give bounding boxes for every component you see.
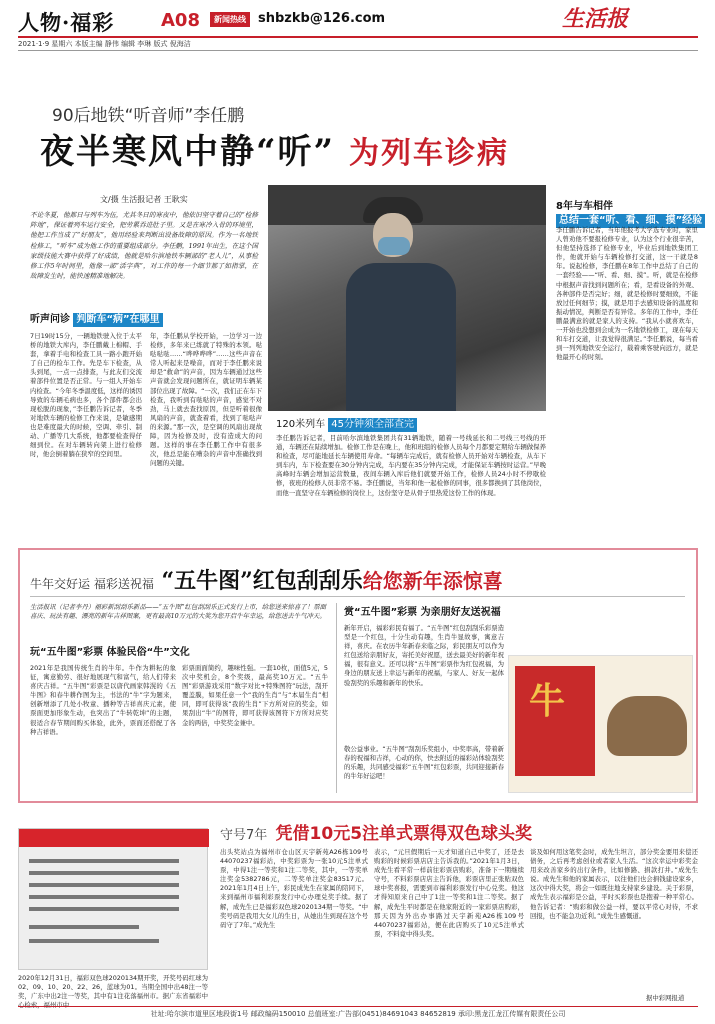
story-headline: [40, 128, 509, 176]
lottery-headline-prefix: 守号7年: [220, 828, 268, 843]
ad-right-col: 新年开启，福彩彩民有福了。“五牛图”红包刮刮乐彩票造型是一个红包，十分生动有趣，生肖牛显故事，寓意吉祥，喜庆。在农历牛年新春来临之际，彩民朋友可以作为红包送给亲朋好友，寄托美好祝愿，送去最美好的新年祝福，很有意义。还可以将“五牛图”彩票作为红包祝福，为身边的朋友送上幸运与新年的祝福，与家人、好友一起体验刮奖的乐趣和新年的快乐。: [344, 624, 504, 687]
ad-title: [30, 566, 503, 597]
lottery-col-3: 谈及如何用这笔奖金时，成先生坦言，部分奖金要用来偿还债务，之后再考虑创业或者家人生活。“这次幸运中彩奖金用来改善家乡的出行条件，比如修路、捐款打井。”成先生说。成先生和他的家属表示，以往他们也会捐钱建设家乡，这次中得大奖，将会一如既往地支持家乡建设。关于彩票，成先生表示福彩是公益，平时买彩票也是抱着一种平常心。他告诉记者：“购彩和做公益一样，要以平常心对待，不求回报，也不能急功近利。”成先生感慨道。: [530, 848, 698, 920]
subhead-2: [556, 200, 705, 228]
lottery-ticket-photo: [18, 828, 208, 970]
page-number: A08: [161, 10, 200, 31]
headline-red: 为列车诊病: [348, 136, 509, 171]
lottery-headline: [220, 822, 532, 846]
newspaper-logo: 生活报: [562, 6, 629, 32]
ad-col-divider: [336, 603, 337, 793]
caption-tag: 45分钟须全部查完: [328, 418, 417, 432]
subhead-1-tag: 判断车“病”在哪里: [73, 313, 162, 327]
ad-title-red: 给您新年添惊喜: [362, 569, 503, 593]
ad-divider: [30, 596, 685, 597]
story-col-3: 李任鹏告诉记者，目前哈尔滨地铁集团共有31辆地铁，随着一号线延长和二号线三号线的开通，车辆还在陆续增加。检修工作是在晚上，他和班组的检修人员每个月都要定期给车辆做保养和检查，尽可能地延长车辆使用寿命。“每辆车完成后，就有检修人员开始对车辆检查，从车下到车内，车下检查要在30分钟内完成，车内要在35分钟内完成，才能保证车辆按时运营。”早晚高峰时车辆会增加运营数量，夜间车辆入库后他们就要开始工作，检修人员24小时不停歇检修，夜班的检修人员非常不易。李任鹏说，当年和他一起检修的同事，很多都换到了其他岗位，而他一直坚守在车辆检修的岗位上，这份坚守是从骨子里热爱这份工作的体现。: [276, 434, 546, 497]
footer-info: 社址:哈尔滨市道里区地段街1号 邮政编码150010 总值班室:广告部(0451)84691043 84652819 承印:黑龙江龙江传媒有限责任公司: [150, 1010, 566, 1018]
section-title: 人物·福彩: [18, 10, 115, 35]
date-line: 2021·1·9 星期六 本版主编 静伟 编辑 李琳 版式 倪海洁: [18, 40, 191, 48]
ad-lead: 生活报讯（记者李丹）福彩新刮刮乐新品——“五牛图”红包刮刮乐正式发行上市，给您送来惊喜了！票面喜庆、玩法有趣、漂亮的新年吉祥图案，更有最高10万元的大奖为您开启牛年幸运，给您送去牛气冲天。: [30, 603, 326, 621]
ad-right-subhead: 赏“五牛图”彩票 为亲朋好友送祝福: [344, 607, 501, 618]
ad-right-end: 敬公益事业。“五牛图”刮刮乐奖组小，中奖率高，带着新春的祝福和吉祥，心动的你，快去附近的福彩站体验刮奖的乐趣，共同感受福彩“五牛图”红包彩票，共同迎接新春的牛年好运吧！: [344, 745, 504, 781]
subhead-1: [30, 313, 163, 327]
lottery-headline-main: 凭借10元5注单式票得双色球头奖: [275, 824, 533, 844]
caption-label: 120米列车: [276, 419, 326, 430]
lottery-ticket-image: [508, 655, 693, 793]
lottery-col-1: 出头奖站点为福州市仓山区天宇新苑A26栋109号44070237福彩站，中奖彩票为一张10元5注单式票，中得1注一等奖和1注二等奖，其中，一等奖单注奖金5382786元，二等奖单注奖金83517元。2021年1月4日上午，彩民成先生在家属的陪同下，来到福州市福利彩票发行中心办理兑奖手续。据了解，成先生已是福彩双色球2020134期一等奖。“中奖号码是我用大女儿的生日，从她出生到现在这个号码守了7年。”成先生: [220, 848, 368, 929]
ad-title-main: “五牛图”红包刮刮乐: [161, 568, 363, 594]
ad-left-subhead: 玩“五牛图”彩票 体验民俗“牛”文化: [30, 647, 190, 658]
header-rule-thin: [18, 50, 698, 51]
byline: 文/摄 生活报记者 王耿实: [100, 195, 188, 204]
lottery-col-2: 表示，“元旦假期后一天才知道自己中奖了，还是去购彩的时候彩票店店主告诉我的。”2021年1月3日，成先生看平常一样前往彩票店购彩，准备下一期继续守号，不料彩票店店主告诉他，彩票店里正张贴双色球中奖喜报，需要到市福利彩票发行中心兑奖。他这才得知原来自己中了1注一等奖和1注二等奖。据了解，成先生平时都是在他家附近的一家彩票店购彩，那天因为外出办事路过天宇新苑A26栋109号44070237福彩站，便在此店购买了10元5注单式票，不料竟中得头奖。: [374, 848, 524, 938]
story-col-4: 李任鹏告诉记者，当年他报考大学选专业时，家里人曾劝他不要报检修专业，认为这个行业很辛苦，但他坚持选择了检修专业，毕业后到地铁集团工作，他就开始与车辆检修打交道，这一干就是8年。说起检修，李任鹏在8年工作中总结了自己的一套经验——“听、看、细、摸”。听，就是在检修中根据声音找到问题所在；看，是看设备的外观、各种部件是否完好；细，就是检修时要细致，不能放过任何细节；摸，就是用手去感知设备的温度和振动情况，判断是否有异常。多年的工作中，李任鹏最满意的就是家人的支持。“我从小就喜欢车，一开始也没想到会成为一名地铁检修工，现在每天和车打交道，让我觉得很满足。”李任鹏说，每当看到一列列地铁安全运行，载着乘客驶向远方，就是他最开心的时刻。: [556, 226, 698, 362]
ad-left-col-2: 彩票面面简约，趣味性强。一套10枚，面值5元，5次中奖机会，8个奖级，最高奖10万元。“五牛图”彩票游戏采用“数字对比+特殊图符”玩法，刮开覆盖膜，如果任意一个“我的生肖”与“本届生肖”相同，即可获得该“我的生肖”下方所对应的奖金，如果刮出“牛”的图符，即可获得该图符下方所对应奖金的两倍，中奖奖金兼中。: [182, 664, 328, 727]
lottery-credit: 据中彩网报道: [646, 994, 685, 1002]
ticket-char: 牛: [529, 680, 566, 722]
news-hotline-badge: 新闻热线: [210, 12, 250, 27]
story-intro: 不论冬夏，他都日与列车为伍，尤其冬日的寒夜中，他依旧坚守着自己的“检修阵地”，保证着列车运行安全，把劳累吞进肚子里。又是在寒冷入骨的环境里，他把工作当成了“好朋友”，他用经验来判断出设备故障的原因。作为一名地铁检修工，“听车”成为他工作的重要组成部分。李任鹏，1991年出生，在这个国家级技能大赛中获得了好成绩，他就是哈尔滨地铁车辆部的“老人儿”，从事检修工作5年时间里，他像一部“活字典”，对工作的每一个细节都了如指掌，在故障发生时，能快速精准地解决。: [30, 211, 258, 281]
subhead-2-label: 8年与车相伴: [556, 201, 613, 212]
ad-title-prefix: 牛年交好运 福彩送祝福: [30, 577, 154, 591]
story-kicker: 90后地铁“听音师”李任鹏: [52, 106, 245, 126]
headline-black: 夜半寒风中静“听”: [40, 132, 336, 172]
footer-rule: [18, 1006, 698, 1007]
header-rule: [18, 36, 698, 38]
lottery-photo-caption: 2020年12月31日，福彩双色球2020134期开奖，开奖号码红球为02、09、10、20、22、26，蓝球为01。当期全国中出48注一等奖，广东中出2注一等奖，其中有1注花落福州市。据广东省福彩中: [18, 974, 208, 1001]
subhead-1-label: 听声问诊: [30, 314, 70, 325]
story-col-2: 年，李任鹏从学校开始，一边学习一边检修，多年来已练就了特殊的本领。哒哒哒哒……“哗哗哗哗”……这些声音在常人听起来是噪音，而对于李任鹏来说却是“救命”的声音，因为车辆通过这些声音就会发现问题所在，就证明车辆某部位出现了故障。“一次，我们正在车下检查，我听到有哒哒的声音，感觉不对劲，马上就去查找原因，但是听着很像风扇的声音，就查着看，找到了哒哒声的来源。”那一次，是空调的风扇出现故障，因为检修及时，没有造成大的问题。这样的事在李任鹏工作中有很多次，他总是能在嘈杂的声音中准确找到问题的关键。: [150, 332, 262, 468]
story-col-1: 7日19时15分，一辆地铁驶入位于太平桥的地铁大库内，李任鹏戴上棉帽、手套，拿着手电和检查工具一路小跑开始了自己的检车工作。先是车下检查，从头到尾，一点一点排查，与此友们交流着部件位置是否正常。与一组人开始车内检查。“今年冬季温度低，这样的诱因导致的车辆毛病也多，各个部件都会出现松脱的现象，”李任鹏告诉记者，冬季对地铁车辆的检修工作来说，是敏感期也是难度最大的时候，空调、牵引、制动、广播等几大系统，他都要检查得仔细到位。在对车辆转向架上进行检修时，他会倒着躺在狭窄的空间里。: [30, 332, 142, 459]
story-photo: [268, 185, 546, 411]
subhead-2-tag: 总结一套“听、看、细、摸”经验: [556, 214, 705, 228]
contact-email[interactable]: shbzkb@126.com: [258, 11, 386, 26]
ad-left-col-1: 2021年是我国传统生肖的牛年。牛作为耕耘的象征，寓意勤劳、很好地展现气和富气，给人们带来喜庆吉祥。“五牛图”彩票是以唐代画家韩滉的《五牛图》和春牛耕作图为主，书法的“牛”字为题来，创新增添了几处小牧童、播种等吉祥喜庆元素，使票面更加形象生动，也突出了“牛转乾坤”的主题，很适合春节期间购买体验，此外，票面还搭配了各种吉祥语。: [30, 664, 176, 736]
photo-caption: [276, 418, 417, 432]
